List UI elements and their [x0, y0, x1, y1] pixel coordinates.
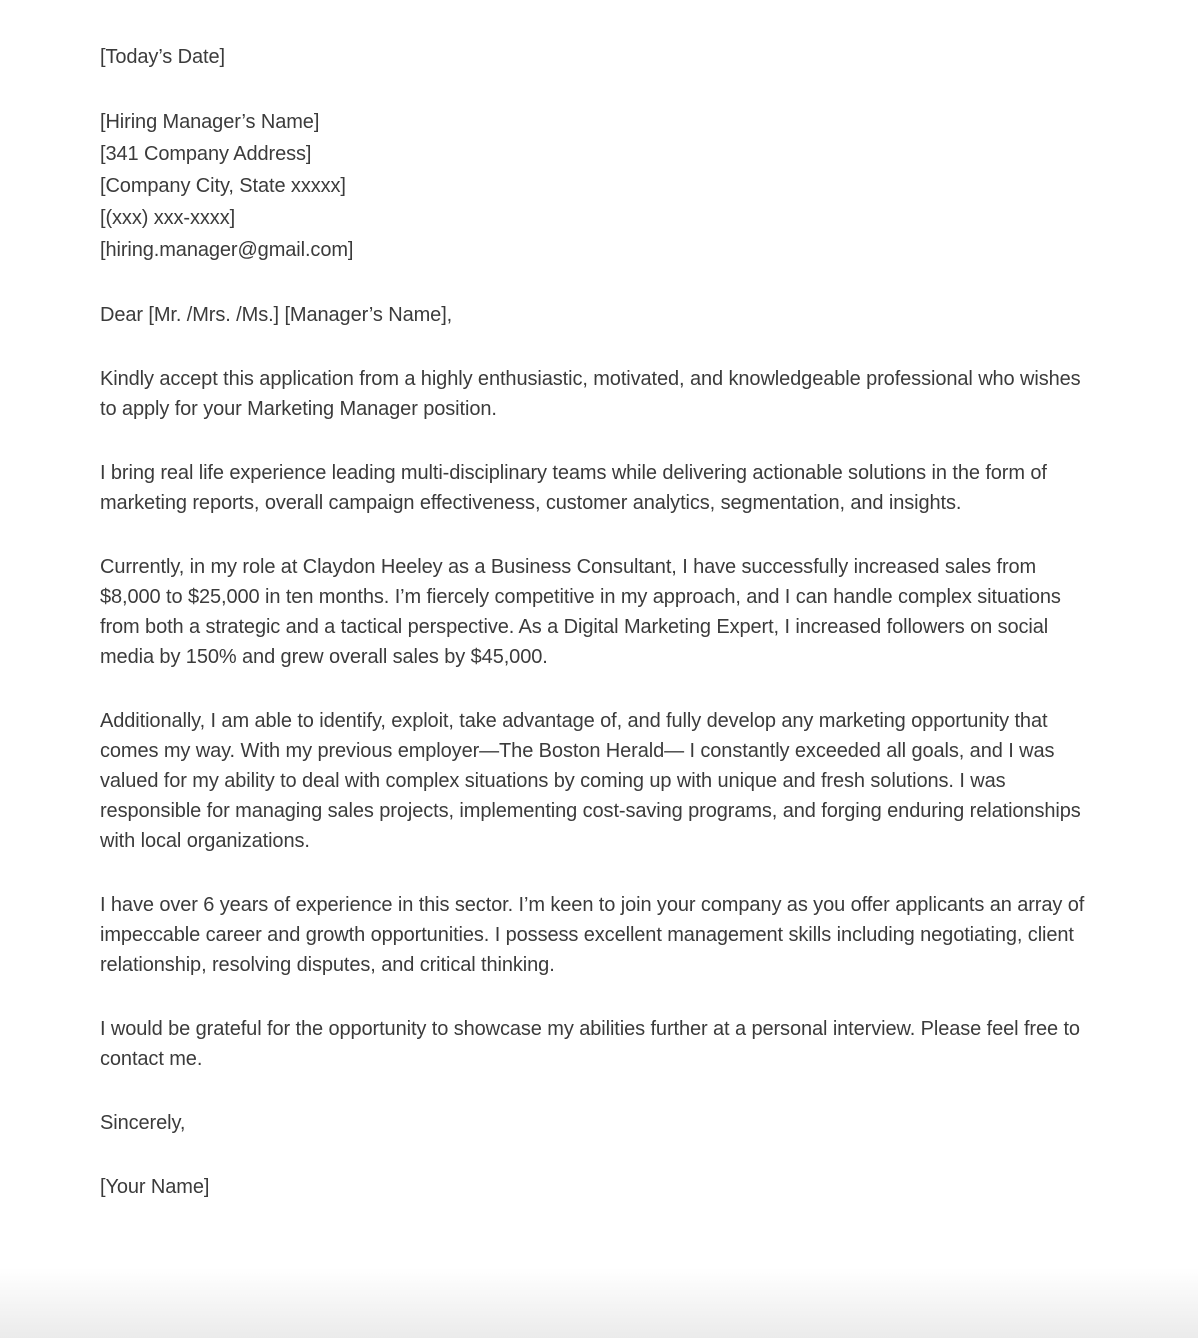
paragraph-skills: I have over 6 years of experience in this sector. I’m keen to join your company as you offer applicants an array of impeccable career and growth opportunities. I possess excellent management skills including negotiating, client relationship, resolving disputes, and critical thinking. — [100, 894, 1085, 976]
recipient-email-line: [hiring.manager@gmail.com] — [100, 239, 354, 261]
paragraph-interview-request: I would be grateful for the opportunity to showcase my abilities further at a personal interview. Please feel free to contact me. — [100, 1018, 1080, 1070]
paragraph-intro: Kindly accept this application from a highly enthusiastic, motivated, and knowledgeable professional who wishes to apply for your Marketing Manager position. — [100, 368, 1081, 420]
signature: [Your Name] — [100, 1176, 210, 1198]
date-line: [Today’s Date] — [100, 46, 225, 68]
page-bottom-fade — [0, 1268, 1198, 1338]
recipient-address-line: [341 Company Address] — [100, 143, 312, 165]
recipient-phone-line: [(xxx) xxx-xxxx] — [100, 207, 236, 229]
paragraph-previous-employer: Additionally, I am able to identify, exploit, take advantage of, and fully develop any marketing opportunity that comes my way. With my previous employer—The Boston Herald— I constantly exceeded all goals, and I was valued for my ability to deal with complex situations by coming up with unique and fresh solutions. I was responsible for managing sales projects, implementing cost-saving programs, and forging enduring relationships with local organizations. — [100, 710, 1081, 852]
recipient-city-state-line: [Company City, State xxxxx] — [100, 175, 346, 197]
paragraph-experience: I bring real life experience leading multi-disciplinary teams while delivering actionable solutions in the form of marketing reports, overall campaign effectiveness, customer analytics, segmentation, and insights. — [100, 462, 1047, 514]
recipient-name-line: [Hiring Manager’s Name] — [100, 111, 320, 133]
closing: Sincerely, — [100, 1112, 186, 1134]
recipient-block — [100, 106, 1092, 266]
paragraph-current-role: Currently, in my role at Claydon Heeley as a Business Consultant, I have successfully increased sales from $8,000 to $25,000 in ten months. I’m fiercely competitive in my approach, and I can handle complex situations from both a strategic and a tactical perspective. As a Digital Marketing Expert, I increased followers on social media by 150% and grew overall sales by $45,000. — [100, 556, 1061, 668]
salutation: Dear [Mr. /Mrs. /Ms.] [Manager’s Name], — [100, 304, 453, 326]
